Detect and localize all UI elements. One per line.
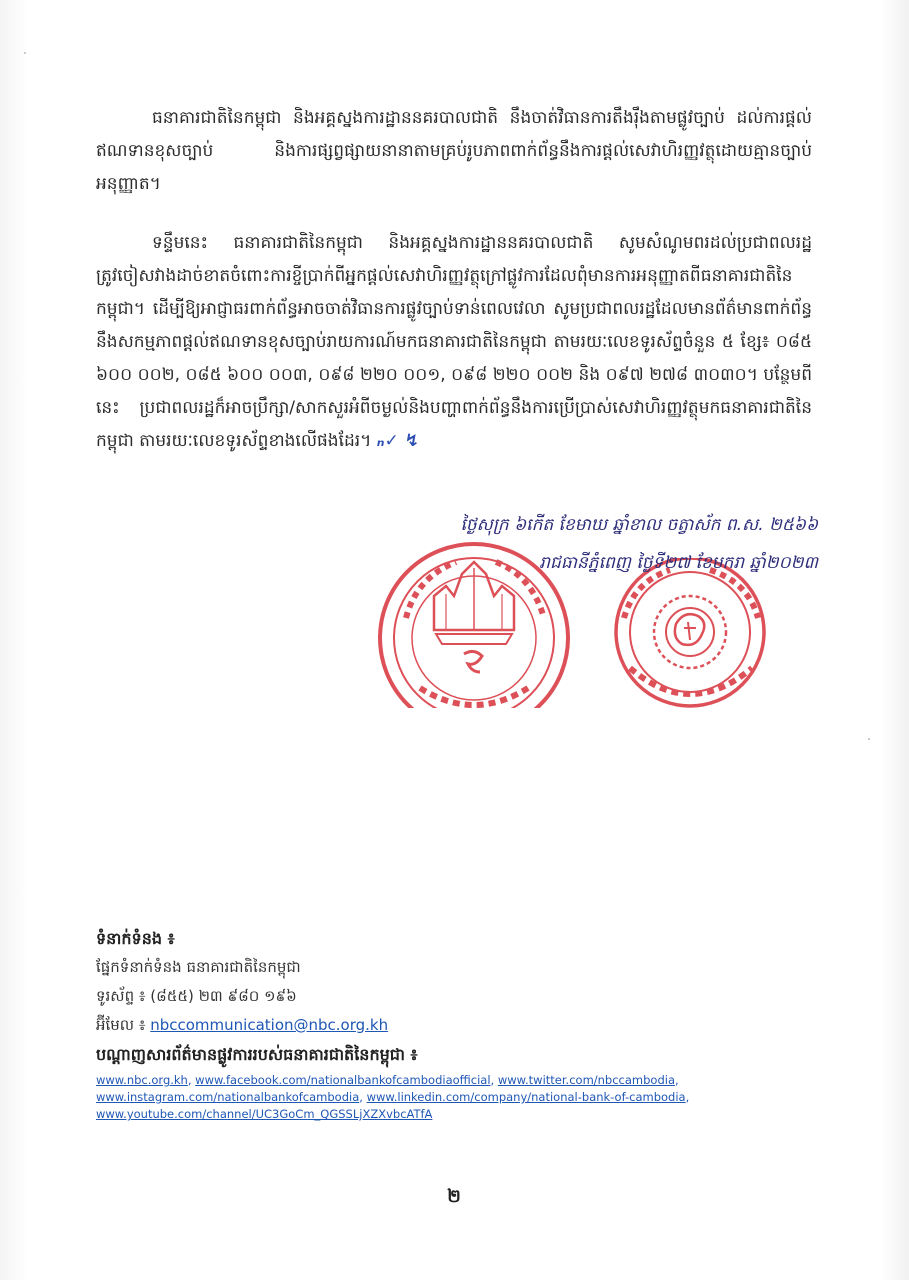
lunar-date: ថ្ងៃសុក្រ ៦កើត ខែមាឃ ឆ្នាំខាល ចត្វាស័ក ព.ស. ២៥៦៦ xyxy=(460,515,818,535)
paragraph-advisory xyxy=(96,227,812,458)
email-label: អ៊ីមែល ៖ xyxy=(96,1016,146,1034)
contact-block xyxy=(96,924,796,1040)
social-media-heading: បណ្ដាញសារព័ត៌មានផ្លូវការរបស់ធនាគារជាតិនៃកម្ពុជា ៖ xyxy=(96,1045,418,1064)
solar-date: រាជធានីភ្នំពេញ ថ្ងៃទី២៧ ខែមករា ឆ្នាំ២០២៣ xyxy=(539,553,818,573)
contact-email-row xyxy=(96,1011,796,1040)
handwritten-initials: ₙ✓ ↯ xyxy=(376,431,419,451)
contact-department: ផ្នែកទំនាក់ទំនង ធនាគារជាតិនៃកម្ពុជា xyxy=(96,958,301,976)
link-linkedin[interactable]: www.linkedin.com/company/national-bank-of-cambodia xyxy=(366,1090,686,1104)
paragraph-enforcement: ធនាគារជាតិនៃកម្ពុជា និងអគ្គស្នងការដ្ឋាននគរបាលជាតិ នឹងចាត់វិធានការតឹងរ៉ឹងតាមផ្លូវច្បាប់ ដល់ការផ្ដល់ឥណទានខុសច្បាប់ និងការផ្សព្វផ្សាយនានាតាមគ្រប់រូបភាពពាក់ព័ន្ធនឹងការផ្ដល់សេវាហិរញ្ញវត្ថុដោយគ្មានច្បាប់អនុញ្ញាត។ xyxy=(96,108,812,194)
link-twitter[interactable]: www.twitter.com/nbccambodia xyxy=(497,1073,676,1087)
link-instagram[interactable]: www.instagram.com/nationalbankofcambodia xyxy=(96,1090,360,1104)
link-facebook[interactable]: www.facebook.com/nationalbankofcambodiaofficial xyxy=(195,1073,491,1087)
link-youtube[interactable]: www.youtube.com/channel/UC3GoCm_QGSSLjXZXvbcATfA xyxy=(96,1107,433,1121)
national-police-seal-icon xyxy=(600,558,782,708)
phone-label: ទូរស័ព្ទ ៖ xyxy=(96,987,146,1005)
contact-heading: ទំនាក់ទំនង ៖ xyxy=(96,929,175,948)
scan-speck xyxy=(868,738,870,740)
page-number: ២ xyxy=(447,1186,461,1207)
scan-speck xyxy=(24,52,26,54)
email-link[interactable]: nbccommunication@nbc.org.kh xyxy=(150,1016,389,1034)
link-website[interactable]: www.nbc.org.kh xyxy=(96,1073,188,1087)
social-media-links: www.nbc.org.kh, www.facebook.com/nationalbankofcambodiaofficial, www.twitter.com/nbccambodia, www.instagram.com/nationalbankofcambodia, www.linkedin.com/company/national-bank-of-cambodia, www.youtube.com/channel/UC3GoCm_QGSSLjXZXvbcATfA xyxy=(96,1073,690,1121)
phone-number: (៨៥៥) ២៣ ៩៨០ ១៩៦ xyxy=(150,987,297,1005)
contact-phone-row xyxy=(96,982,796,1011)
paragraph-advisory-text: ទន្ទឹមនេះ ធនាគារជាតិនៃកម្ពុជា និងអគ្គស្នងការដ្ឋាននគរបាលជាតិ សូមសំណូមពរដល់ប្រជាពលរដ្ឋត្រូវចៀសវាងដាច់ខាតចំពោះការខ្ចីប្រាក់ពីអ្នកផ្ដល់សេវាហិរញ្ញវត្ថុក្រៅផ្លូវការដែលពុំមានការអនុញ្ញាតពីធនាគារជាតិនៃកម្ពុជា។ ដើម្បីឱ្យអាជ្ញាធរពាក់ព័ន្ធអាចចាត់វិធានការផ្លូវច្បាប់ទាន់ពេលវេលា សូមប្រជាពលរដ្ឋដែលមានព័ត៌មានពាក់ព័ន្ធនឹងសកម្មភាពផ្ដល់ឥណទានខុសច្បាប់រាយការណ៍មកធនាគារជាតិនៃកម្ពុជា តាមរយៈលេខទូរស័ព្ទចំនួន ៥ ខ្សែ៖ ០៨៥ ៦០០ ០០២, ០៨៥ ៦០០ ០០៣, ០៩៨ ២២០ ០០១, ០៩៨ ២២០ ០០២ និង ០៩៧ ២៧៨ ៣០៣០។ បន្ថែមពីនេះ ប្រជាពលរដ្ឋក៏អាចប្រឹក្សា/សាកសួរអំពីចម្ងល់និងបញ្ហាពាក់ព័ន្ធនឹងការប្រើប្រាស់សេវាហិរញ្ញវត្ថុមកធនាគារជាតិនៃកម្ពុជា តាមរយៈលេខទូរស័ព្ទខាងលើផងដែរ។ xyxy=(96,233,812,451)
